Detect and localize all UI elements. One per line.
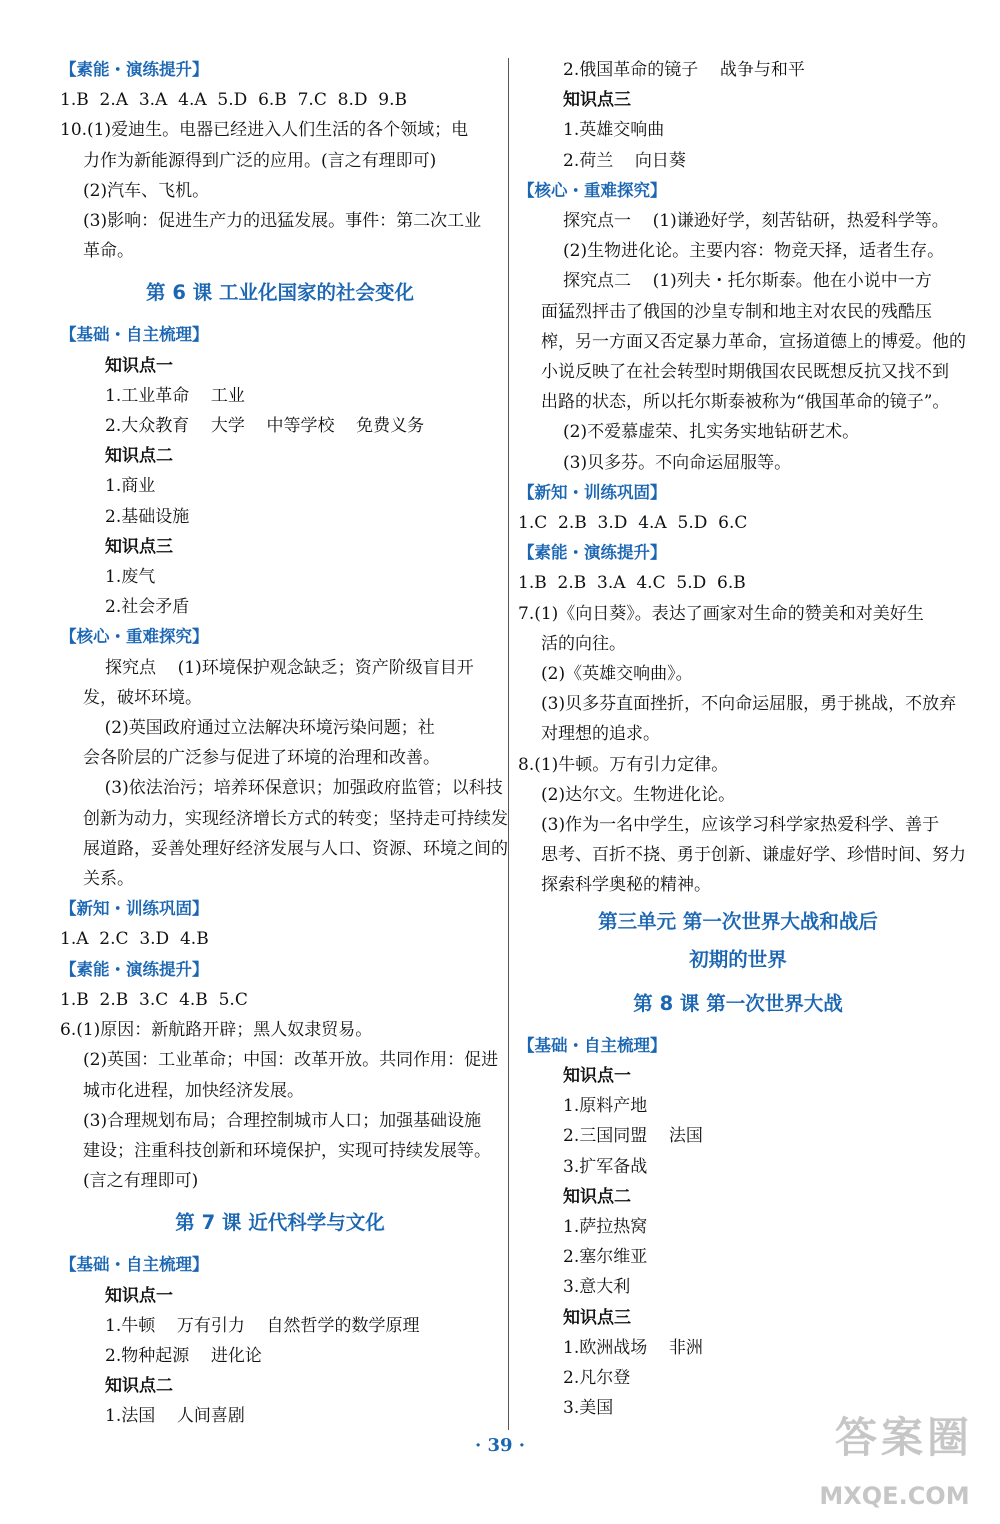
text-line: (3)影响：促进生产力的迅猛发展。事件：第二次工业	[83, 211, 482, 232]
answer-line: 1.B 2.B 3.C 4.B 5.C	[60, 989, 248, 1010]
text-line: 2.基础设施	[105, 506, 190, 527]
section-heading: 【新知・训练巩固】	[60, 899, 209, 919]
section-heading: 【基础・自主梳理】	[518, 1035, 667, 1055]
text-line: 1.废气	[105, 567, 156, 588]
text-line: 思考、百折不挠、勇于创新、谦虚好学、珍惜时间、努力	[541, 845, 966, 866]
text-line: 出路的状态，所以托尔斯泰被称为“俄国革命的镜子”。	[541, 392, 950, 413]
answer-line: 7.(1)《向日葵》。表达了画家对生命的赞美和对美好生	[518, 603, 924, 624]
text-line: 力作为新能源得到广泛的应用。(言之有理即可)	[83, 150, 437, 171]
answer-line: 1.B 2.A 3.A 4.A 5.D 6.B 7.C 8.D 9.B	[60, 90, 408, 111]
answer-line: 1.B 2.B 3.A 4.C 5.D 6.B	[518, 573, 746, 594]
answer-line: 1.C 2.B 3.D 4.A 5.D 6.C	[518, 513, 748, 534]
text-line: 革命。	[83, 241, 134, 262]
text-line: (2)英国：工业革命；中国：改革开放。共同作用：促进	[83, 1050, 499, 1071]
text-line: (3)合理规划布局；合理控制城市人口；加强基础设施	[83, 1110, 482, 1131]
text-line: 2.社会矛盾	[105, 597, 190, 618]
text-line: (2)汽车、飞机。	[83, 180, 210, 201]
knowledge-point-heading: 知识点一	[105, 355, 173, 376]
knowledge-point-heading: 知识点一	[563, 1065, 631, 1086]
text-line: 3.意大利	[563, 1277, 631, 1298]
knowledge-point-heading: 知识点二	[105, 446, 173, 467]
text-line: 1.牛顿 万有引力 自然哲学的数学原理	[105, 1315, 420, 1336]
knowledge-point-heading: 知识点一	[105, 1285, 173, 1306]
page-number: · 39 ·	[474, 1435, 526, 1456]
text-line: (3)贝多芬直面挫折，不向命运屈服，勇于挑战，不放弃	[541, 694, 957, 715]
text-line: 探究点一 (1)谦逊好学，刻苦钻研，热爱科学等。	[563, 211, 949, 232]
text-line: 1.萨拉热窝	[563, 1216, 648, 1237]
text-line: (3)作为一名中学生，应该学习科学家热爱科学、善于	[541, 815, 940, 836]
text-line: 发，破坏环境。	[83, 687, 202, 708]
text-line: 1.英雄交响曲	[563, 120, 665, 141]
text-line: 关系。	[83, 869, 134, 890]
text-line: (2)《英雄交响曲》。	[541, 664, 693, 685]
text-line: 3.扩军备战	[563, 1156, 648, 1177]
section-heading: 【新知・训练巩固】	[518, 482, 667, 502]
answer-line: 6.(1)原因：新航路开辟；黑人奴隶贸易。	[60, 1020, 373, 1041]
text-line: 2.凡尔登	[563, 1367, 631, 1388]
text-line: 展道路，妥善处理好经济发展与人口、资源、环境之间的	[83, 838, 508, 859]
watermark-bottom: MXQE.COM	[819, 1482, 970, 1510]
text-line: 探索科学奥秘的精神。	[541, 875, 711, 896]
text-line: 探究点二 (1)列夫・托尔斯泰。他在小说中一方	[563, 271, 932, 292]
text-line: (3)贝多芬。不向命运屈服等。	[563, 452, 792, 473]
right-column	[518, 55, 966, 1423]
column-divider	[508, 58, 509, 1430]
text-line: (3)依法治污；培养环保意识；加强政府监管；以科技	[83, 778, 503, 799]
knowledge-point-heading: 知识点三	[563, 90, 631, 111]
text-line: (2)达尔文。生物进化论。	[541, 784, 736, 805]
text-line: 城市化进程，加快经济发展。	[83, 1080, 304, 1101]
watermark-top: 答案圈	[835, 1413, 974, 1462]
text-line: (2)英国政府通过立法解决环境污染问题；社	[83, 718, 435, 739]
text-line: (2)生物进化论。主要内容：物竞天择，适者生存。	[563, 241, 945, 262]
answer-line: 10.(1)爱迪生。电器已经进入人们生活的各个领域；电	[60, 120, 469, 141]
text-line: 1.商业	[105, 476, 156, 497]
text-line: 2.塞尔维亚	[563, 1247, 648, 1268]
knowledge-point-heading: 知识点二	[563, 1186, 631, 1207]
knowledge-point-heading: 知识点三	[105, 536, 173, 557]
answer-line: 8.(1)牛顿。万有引力定律。	[518, 754, 729, 775]
watermark-logo	[807, 1405, 982, 1510]
lesson-title: 第 8 课 第一次世界大战	[633, 991, 843, 1015]
text-line: 创新为动力，实现经济增长方式的转变；坚持走可持续发	[83, 808, 508, 829]
knowledge-point-heading: 知识点二	[105, 1376, 173, 1397]
answer-line: 1.A 2.C 3.D 4.B	[60, 929, 209, 950]
text-line: 2.俄国革命的镜子 战争与和平	[563, 60, 805, 80]
text-line: 1.法国 人间喜剧	[105, 1406, 245, 1427]
unit-title: 第三单元 第一次世界大战和战后	[598, 909, 878, 933]
section-heading: 【素能・演练提升】	[518, 543, 667, 563]
lesson-title: 第 7 课 近代科学与文化	[175, 1211, 385, 1235]
section-heading: 【基础・自主梳理】	[60, 325, 209, 345]
text-line: 小说反映了在社会转型时期俄国农民既想反抗又找不到	[541, 362, 949, 383]
text-line: 2.荷兰 向日葵	[563, 150, 686, 171]
text-line: (2)不爱慕虚荣、扎实务实地钻研艺术。	[563, 422, 860, 443]
lesson-title: 第 6 课 工业化国家的社会变化	[146, 281, 414, 305]
text-line: (言之有理即可)	[83, 1171, 199, 1192]
text-line: 1.原料产地	[563, 1096, 648, 1117]
text-line: 榨，另一方面又否定暴力革命，宣扬道德上的博爱。他的	[541, 331, 966, 352]
section-heading: 【核心・重难探究】	[60, 627, 209, 647]
text-line: 2.大众教育 大学 中等学校 免费义务	[105, 416, 425, 437]
section-heading: 【基础・自主梳理】	[60, 1255, 209, 1275]
knowledge-point-heading: 知识点三	[563, 1307, 631, 1328]
text-line: 探究点 (1)环境保护观念缺乏；资产阶级盲目开	[105, 657, 474, 678]
text-line: 2.三国同盟 法国	[563, 1126, 703, 1147]
unit-title-cont: 初期的世界	[689, 947, 787, 971]
text-line: 3.美国	[563, 1398, 614, 1419]
text-line: 对理想的追求。	[541, 724, 660, 745]
text-line: 1.欧洲战场 非洲	[563, 1337, 703, 1358]
text-line: 活的向往。	[541, 633, 626, 654]
text-line: 1.工业革命 工业	[105, 385, 245, 406]
text-line: 建设；注重科技创新和环境保护，实现可持续发展等。	[83, 1140, 491, 1161]
left-column	[60, 55, 508, 1432]
text-line: 2.物种起源 进化论	[105, 1345, 262, 1366]
section-heading: 【素能・演练提升】	[60, 959, 209, 979]
text-line: 面猛烈抨击了俄国的沙皇专制和地主对农民的残酷压	[541, 301, 932, 322]
section-heading: 【核心・重难探究】	[518, 180, 667, 200]
section-heading: 【素能・演练提升】	[60, 60, 209, 79]
text-line: 会各阶层的广泛参与促进了环境的治理和改善。	[83, 748, 440, 769]
